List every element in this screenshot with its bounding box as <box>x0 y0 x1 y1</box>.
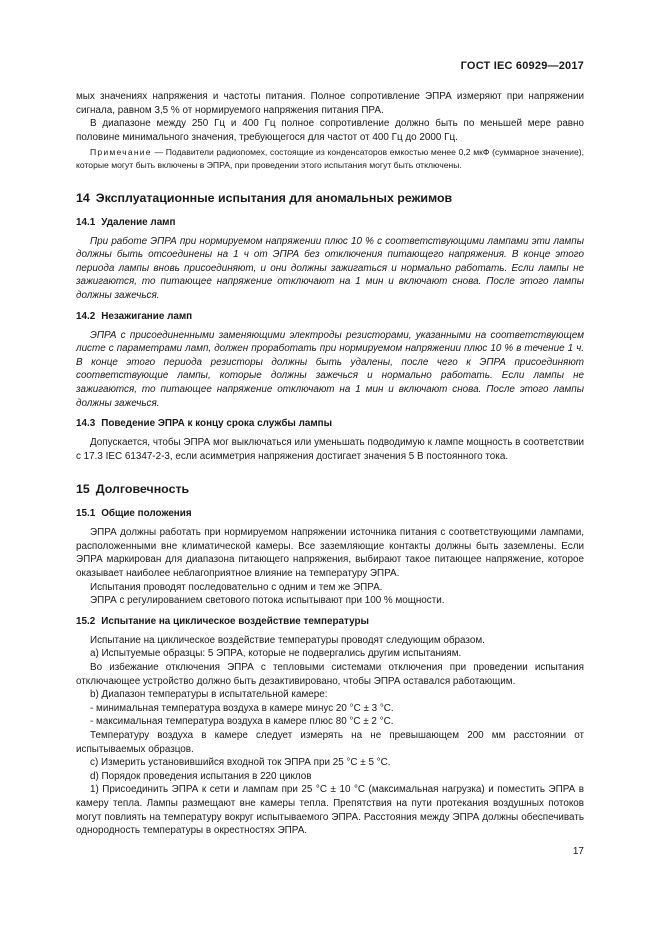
section-14-3-text: Допускается, чтобы ЭПРА мог выключаться или уменьшать подводимую к лампе мощность в соответствии с 17.3 IEC 61347-2-3, если асимметрия напряжения достигает значения 5 В постоянного тока. <box>76 437 584 462</box>
section-15-2-line: 1) Присоединить ЭПРА к сети и лампам при 25 °C ± 10 °C (максимальная нагрузка) и поместить ЭПРА в камеру тепла. Лампы размещают вне камеры тепла. Препятствия на пути протекания воздушных потоков могут повлиять на температуру вокруг испытываемого ЭПРА. Расстояния между ЭПРА должны обеспечивать однородность температуры в окрестностях ЭПРА. <box>76 784 584 837</box>
section-15-1-paragraph-3: ЭПРА с регулированием светового потока испытывают при 100 % мощности. <box>90 595 445 607</box>
section-15-2-heading <box>76 616 584 627</box>
section-14-2-number: 14.2 <box>76 310 96 322</box>
section-15-2-line: Испытание на циклическое воздействие температуры проводят следующим образом. <box>90 634 485 646</box>
section-15-2-line: - максимальная температура воздуха в камере плюс 80 °C ± 2 °C. <box>90 716 394 728</box>
intro-paragraph-1: мых значениях напряжения и частоты питания. Полное сопротивление ЭПРА измеряют при напряжении сигнала, равном 3,5 % от нормируемого напряжения питания ПРА. <box>76 91 584 116</box>
section-14-number: 14 <box>76 190 90 205</box>
section-15-1-title: Общие положения <box>101 508 192 520</box>
page-number: 17 <box>572 846 584 857</box>
section-15-2-number: 15.2 <box>76 615 96 627</box>
section-15-2-line: c) Измерить установившийся входной ток ЭПРА при 25 °C ± 5 °C. <box>90 757 391 769</box>
section-15-1-paragraph-2: Испытания проводят последовательно с одним и тем же ЭПРА. <box>90 581 383 593</box>
section-14-1-heading <box>76 217 584 228</box>
section-14-1-number: 14.1 <box>76 216 96 228</box>
section-15-title: Долговечность <box>95 482 190 497</box>
section-15-2-line: Во избежание отключения ЭПРА с тепловыми системами отключения при проведении испытания отключающее устройство должно быть дезактивировано, чтобы ЭПРА оставался работающим. <box>76 662 584 687</box>
section-14-heading <box>76 191 584 205</box>
note <box>76 146 584 171</box>
section-14-2-text: ЭПРА с присоединенными заменяющими электроды резисторами, указанными на соответствующем листе с параметрами ламп, должен проработать при нормируемом напряжении плюс 10 % в течение 1 ч. В конце этого периода резисторы должны быть удалены, после чего к ЭПРА присоединяют соответствующие лампы, которые должны зажечься и нормально работать. Если лампы не зажигаются, то питающее напряжение отключают на 1 мин и включают снова. После этого лампы должны зажечься. <box>76 329 584 409</box>
document-body <box>76 90 584 838</box>
section-14-3-title: Поведение ЭПРА к концу срока службы лампы <box>101 418 333 430</box>
section-14-1-title: Удаление ламп <box>101 216 176 228</box>
section-14-1-text: При работе ЭПРА при нормируемом напряжении плюс 10 % с соответствующими лампами эти лампы должны быть отсоединены на 1 ч от ЭПРА без отключения питающего напряжения. В конце этого периода лампы вновь присоединяют, и они должны зажигаться и нормально работать. Если лампы не зажигаются, то питающее напряжение отключают на 1 мин и включают снова. После этого лампы должны зажечься. <box>76 235 584 301</box>
section-15-2-line: Температуру воздуха в камере следует измерять на не превышающем 200 мм расстоянии от испытываемых образцов. <box>76 730 584 755</box>
section-15-2-line: - минимальная температура воздуха в камере минус 20 °C ± 3 °C. <box>90 702 394 714</box>
note-text: — Подавители радиопомех, состоящие из конденсаторов емкостью менее 0,2 мкФ (суммарное значение), которые могут быть включены в ЭПРА, при проведении этого испытания могут быть отключены. <box>76 147 584 170</box>
section-15-1-paragraph-1: ЭПРА должны работать при нормируемом напряжении источника питания с соответствующими лампами, расположенными вне климатической камеры. Все заземляющие контакты должны быть заземлены. Если ЭПРА маркирован для диапазона питающего напряжения, выбирают такое питающее напряжение, которое оказывает наиболее неблагоприятное влияние на температуру ЭПРА. <box>76 527 584 580</box>
section-15-2-line: d) Порядок проведения испытания в 220 циклов <box>90 770 312 782</box>
section-15-number: 15 <box>76 482 90 497</box>
section-15-2-line: a) Испытуемые образцы: 5 ЭПРА, которые не подвергались другим испытаниям. <box>90 648 462 660</box>
section-15-1-heading <box>76 508 584 519</box>
section-14-2-heading <box>76 311 584 322</box>
section-14-3-number: 14.3 <box>76 418 96 430</box>
section-14-2-title: Незажигание ламп <box>101 310 193 322</box>
note-label: Примечание <box>90 147 152 158</box>
standard-header: ГОСТ IEC 60929—2017 <box>460 60 584 72</box>
section-15-2-line: b) Диапазон температуры в испытательной камере: <box>90 689 328 701</box>
section-14-title: Эксплуатационные испытания для аномальных режимов <box>95 190 453 205</box>
section-15-1-number: 15.1 <box>76 508 96 520</box>
section-15-heading <box>76 482 584 496</box>
section-15-2-title: Испытание на циклическое воздействие температуры <box>101 615 369 627</box>
intro-paragraph-2: В диапазоне между 250 Гц и 400 Гц полное сопротивление должно быть по меньшей мере равно половине минимального значения, требующегося для частот от 400 Гц до 2000 Гц. <box>76 118 584 143</box>
section-14-3-heading <box>76 418 584 429</box>
